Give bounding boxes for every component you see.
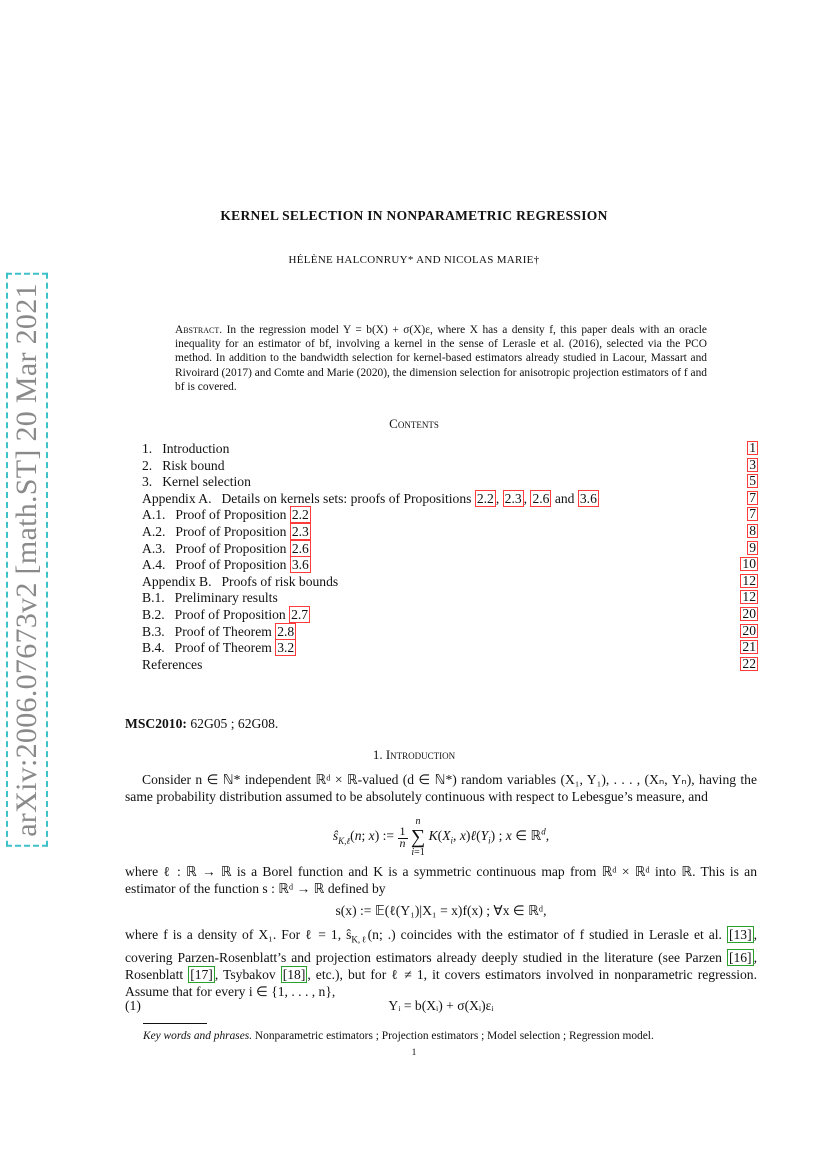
toc-entry-number: 3.: [142, 474, 153, 490]
toc-entry[interactable]: [142, 574, 758, 591]
toc-page-link[interactable]: 7: [749, 506, 756, 522]
intro-paragraph-3: where f is a density of X₁. For ℓ = 1, $ŝ_{K,\ell}(n$; .) coincides with the estimator of f studied in Lerasle et al. [13] , covering Parzen-Rosenblatt’s and projection estimators already deeply studied in the literature (see Parzen [16] , Rosenblatt [17] , Tsybakov [18] , etc.), but for ℓ ≠ 1, it covers estimators involved in nonparametric regression. Assume that for every i ∈ {1, . . . , n},: [125, 927, 758, 999]
msc-classification: [125, 716, 278, 732]
toc-entry[interactable]: [142, 507, 758, 524]
toc-ref-link[interactable]: 2.3: [291, 523, 309, 539]
toc-page-link[interactable]: 8: [749, 522, 756, 538]
toc-page-link[interactable]: 20: [742, 605, 756, 621]
abstract-label: Abstract.: [175, 324, 223, 336]
toc-ref-link[interactable]: 2.2: [291, 507, 309, 523]
toc-entry-label: Kernel selection: [162, 474, 251, 490]
toc-entry-label: Proof of Proposition: [175, 507, 287, 523]
contents-heading: Contents: [389, 416, 439, 431]
citation-link[interactable]: [17]: [190, 966, 213, 982]
toc-page-link[interactable]: 22: [742, 655, 756, 671]
citation-link[interactable]: [18]: [282, 966, 306, 982]
toc-entry-label: Proof of Proposition: [175, 523, 287, 539]
toc-entry[interactable]: Appendix A. Details on kernels sets: proofs of Propositions 2.2 , 2.3 , 2.6 and 3.6 7: [142, 489, 756, 506]
toc-entry-number: 1.: [142, 441, 153, 456]
toc-entry-number: A.4.: [142, 557, 166, 573]
toc-entry-number: A.2.: [142, 523, 166, 539]
toc-entry[interactable]: [142, 590, 758, 607]
msc-value: 62G05 ; 62G08.: [190, 716, 279, 731]
section-heading-introduction: [0, 747, 828, 763]
toc-page-link[interactable]: 10: [742, 556, 756, 572]
toc-entry[interactable]: [142, 458, 758, 475]
toc-entry-label: Proof of Theorem: [174, 640, 272, 656]
toc-entry[interactable]: [142, 640, 758, 657]
toc-page-link[interactable]: 12: [742, 572, 756, 588]
intro-paragraph-1: Consider n ∈ ℕ* independent ℝᵈ × ℝ-valued (d ∈ ℕ*) random variables (X₁, Y₁), . . . , (Xₙ, Yₙ), having the same probability distribution assumed to be absolutely continuous with respect to Lebesgue’s measure, and: [125, 772, 757, 804]
toc-entry-number: B.2.: [142, 606, 165, 622]
arxiv-sidebar-stamp: [6, 283, 48, 837]
toc-ref-link[interactable]: 3.6: [579, 490, 597, 506]
toc-entry-number: Appendix A.: [142, 490, 212, 506]
toc-entry[interactable]: [142, 541, 758, 558]
toc-entry-label: Introduction: [162, 441, 230, 456]
toc-entry-label: References: [142, 656, 203, 672]
toc-entry-number: A.3.: [142, 540, 166, 556]
toc-page-link[interactable]: 3: [749, 456, 756, 472]
toc-entry-number: 2.: [142, 457, 153, 473]
abstract-text: In the regression model Y = b(X) + σ(X)ε, where X has a density f, this paper deals with an oracle inequality for an estimator of bf, involving a kernel in the sense of Lerasle et al. (2016), selected via the PCO method. In addition to the bandwidth selection for kernel-based estimators already studied in Lacour, Massart and Rivoirard (2017) and Comte and Marie (2020), the dimension selection for anisotropic projection estimators of f and bf is covered.: [175, 324, 707, 393]
toc-entry-number: Appendix B.: [142, 573, 212, 589]
keywords-label: Key words and phrases.: [143, 1030, 253, 1042]
toc-entry[interactable]: [142, 557, 758, 574]
toc-entry[interactable]: [142, 607, 758, 624]
toc-entry-label: Proof of Proposition: [175, 540, 287, 556]
toc-page-link[interactable]: 21: [742, 639, 756, 655]
toc-ref-link[interactable]: 2.7: [291, 606, 309, 622]
toc-entry-label: Details on kernels sets: proofs of Propositions: [221, 490, 472, 506]
toc-entry-number: A.1.: [142, 507, 166, 523]
toc-page-link[interactable]: 1: [749, 440, 756, 455]
citation-link[interactable]: [16]: [728, 949, 752, 965]
footnote-divider: [143, 1023, 207, 1024]
toc-entry-label: Proofs of risk bounds: [221, 573, 339, 589]
toc-entry-label: Proof of Proposition: [175, 557, 287, 573]
toc-ref-link[interactable]: 3.6: [291, 557, 309, 573]
msc-label: MSC2010:: [125, 716, 187, 731]
toc-entry[interactable]: [142, 474, 758, 491]
toc-entry[interactable]: [142, 657, 758, 674]
section-title: 1. Introduction: [372, 747, 456, 762]
citation-link[interactable]: [13]: [728, 927, 752, 942]
abstract: [175, 323, 707, 394]
toc-page-link[interactable]: 9: [749, 539, 756, 555]
paper-authors: HÉLÈNE HALCONRUY* AND NICOLAS MARIE†: [288, 254, 540, 266]
intro-paragraph-2: where ℓ : ℝ → ℝ is a Borel function and K is a symmetric continuous map from ℝᵈ × ℝᵈ into ℝ. This is an estimator of the function s : ℝᵈ → ℝ defined by: [125, 864, 757, 896]
arxiv-id: arXiv:2006.07673v2 [math.ST] 20 Mar 2021: [6, 273, 48, 847]
footnote-keywords: [143, 1030, 654, 1042]
equation-estimator: $ŝ_{K,\ell}(n$; x) := $\frac{1}{n}$ n ∑ i=1 $K(X_i$, $x)\ell(Y_i)$ ; x ∈ ℝ$^d$,: [332, 816, 550, 858]
page-number: 1: [411, 1048, 417, 1058]
toc-entry-label: Risk bound: [162, 457, 225, 473]
toc-page-link[interactable]: 20: [742, 622, 756, 638]
equation-s-definition: s(x) := 𝔼(ℓ(Y₁)|X₁ = x)f(x) ; ∀x ∈ ℝᵈ,: [335, 903, 547, 918]
toc-ref-link[interactable]: 2.2: [476, 490, 494, 506]
toc-ref-link[interactable]: 3.2: [277, 640, 295, 656]
toc-entry-number: B.1.: [142, 590, 165, 606]
toc-entry[interactable]: [142, 524, 758, 541]
toc-entry[interactable]: [142, 624, 758, 641]
paper-title: KERNEL SELECTION IN NONPARAMETRIC REGRESSION: [220, 208, 608, 223]
equation-number: (1): [125, 998, 141, 1013]
toc-ref-link[interactable]: 2.8: [277, 623, 295, 639]
toc-entry-number: B.3.: [142, 623, 165, 639]
toc-page-link[interactable]: 12: [742, 589, 756, 605]
keywords-text: Nonparametric estimators ; Projection estimators ; Model selection ; Regression model.: [254, 1030, 654, 1042]
toc-page-link[interactable]: 7: [749, 489, 756, 505]
toc-entry-label: Proof of Theorem: [174, 623, 272, 639]
toc-entry-number: B.4.: [142, 640, 165, 656]
toc-entry[interactable]: [142, 441, 758, 458]
toc-entry-label: Preliminary results: [174, 590, 278, 606]
table-of-contents: [142, 441, 758, 673]
toc-page-link[interactable]: 5: [749, 473, 756, 489]
toc-ref-link[interactable]: 2.6: [291, 540, 309, 556]
equation-regression-model: Yᵢ = b(Xᵢ) + σ(Xᵢ)εᵢ: [388, 998, 494, 1013]
toc-ref-link[interactable]: 2.3: [504, 490, 522, 506]
toc-entry-label: Proof of Proposition: [174, 606, 286, 622]
toc-ref-link[interactable]: 2.6: [532, 490, 550, 506]
